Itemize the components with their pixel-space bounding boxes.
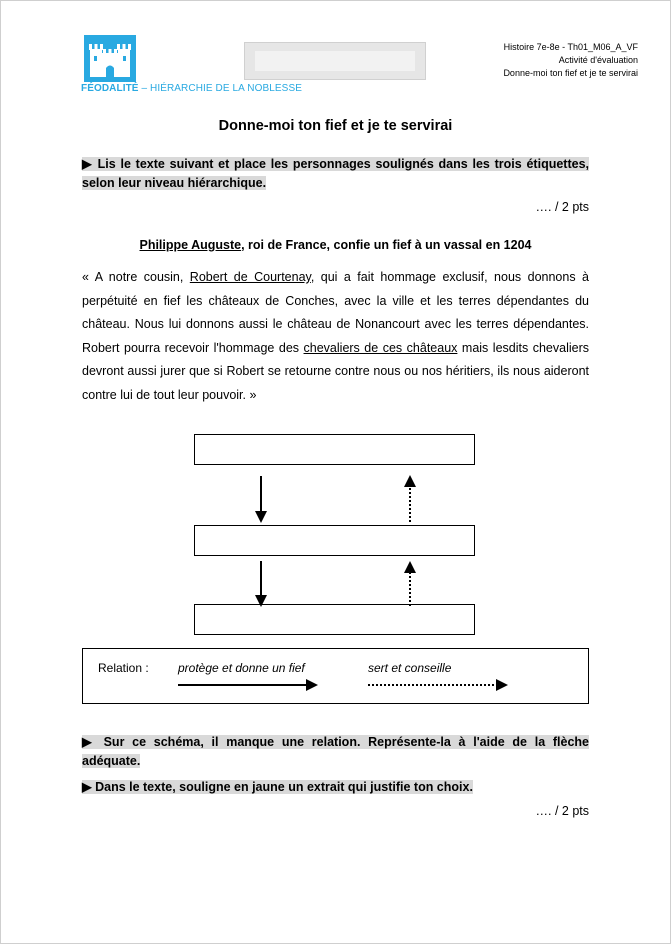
person-philippe-auguste: Philippe Auguste xyxy=(139,238,242,252)
person-chevaliers: chevaliers de ces châteaux xyxy=(303,340,458,355)
instruction-2: ▶ Sur ce schéma, il manque une relation. Représente-la à l'aide de la flèche adéquate. xyxy=(82,735,589,768)
instruction-3: ▶ Dans le texte, souligne en jaune un extrait qui justifie ton choix. xyxy=(82,780,473,794)
source-text: « A notre cousin, Robert de Courtenay, qui a fait hommage exclusif, nous donnons à perpétuité en fief les châteaux de Conches, avec la ville et les terres dépendantes du château. Nous lui donnons aussi le château de Nonancourt avec les terres dépendantes. Robert pourra recevoir l'hommage des chevaliers de ces châteaux mais lesdits chevaliers devront aussi jurer que si Robert se retourne contre nous ou nos héritiers, ils nous aideront contre lui de tout leur pouvoir. » xyxy=(82,270,590,402)
legend-box xyxy=(82,648,589,704)
ref-course: Histoire 7e-8e - Th01_M06_A_VF xyxy=(503,42,638,52)
ref-activity: Activité d'évaluation xyxy=(558,55,638,65)
instruction-1: ▶ Lis le texte suivant et place les personnages soulignés dans les trois étiquettes, selon leur niveau hiérarchique. xyxy=(82,157,589,190)
theme-title: FÉODALITÉ – HIÉRARCHIE DE LA NOBLESSE xyxy=(81,83,302,94)
points-1: …. / 2 pts xyxy=(535,200,589,214)
ref-title: Donne-moi ton fief et je te servirai xyxy=(503,68,638,78)
legend-title: Relation : xyxy=(98,661,149,675)
person-robert-de-courtenay: Robert de Courtenay xyxy=(189,270,311,284)
legend-solid-label: protège et donne un fief xyxy=(178,661,305,675)
source-title: Philippe Auguste, roi de France, confie un fief à un vassal en 1204 xyxy=(139,238,532,252)
legend-dotted-label: sert et conseille xyxy=(368,661,452,675)
points-2: …. / 2 pts xyxy=(535,804,589,818)
page-title: Donne-moi ton fief et je te servirai xyxy=(218,118,453,134)
